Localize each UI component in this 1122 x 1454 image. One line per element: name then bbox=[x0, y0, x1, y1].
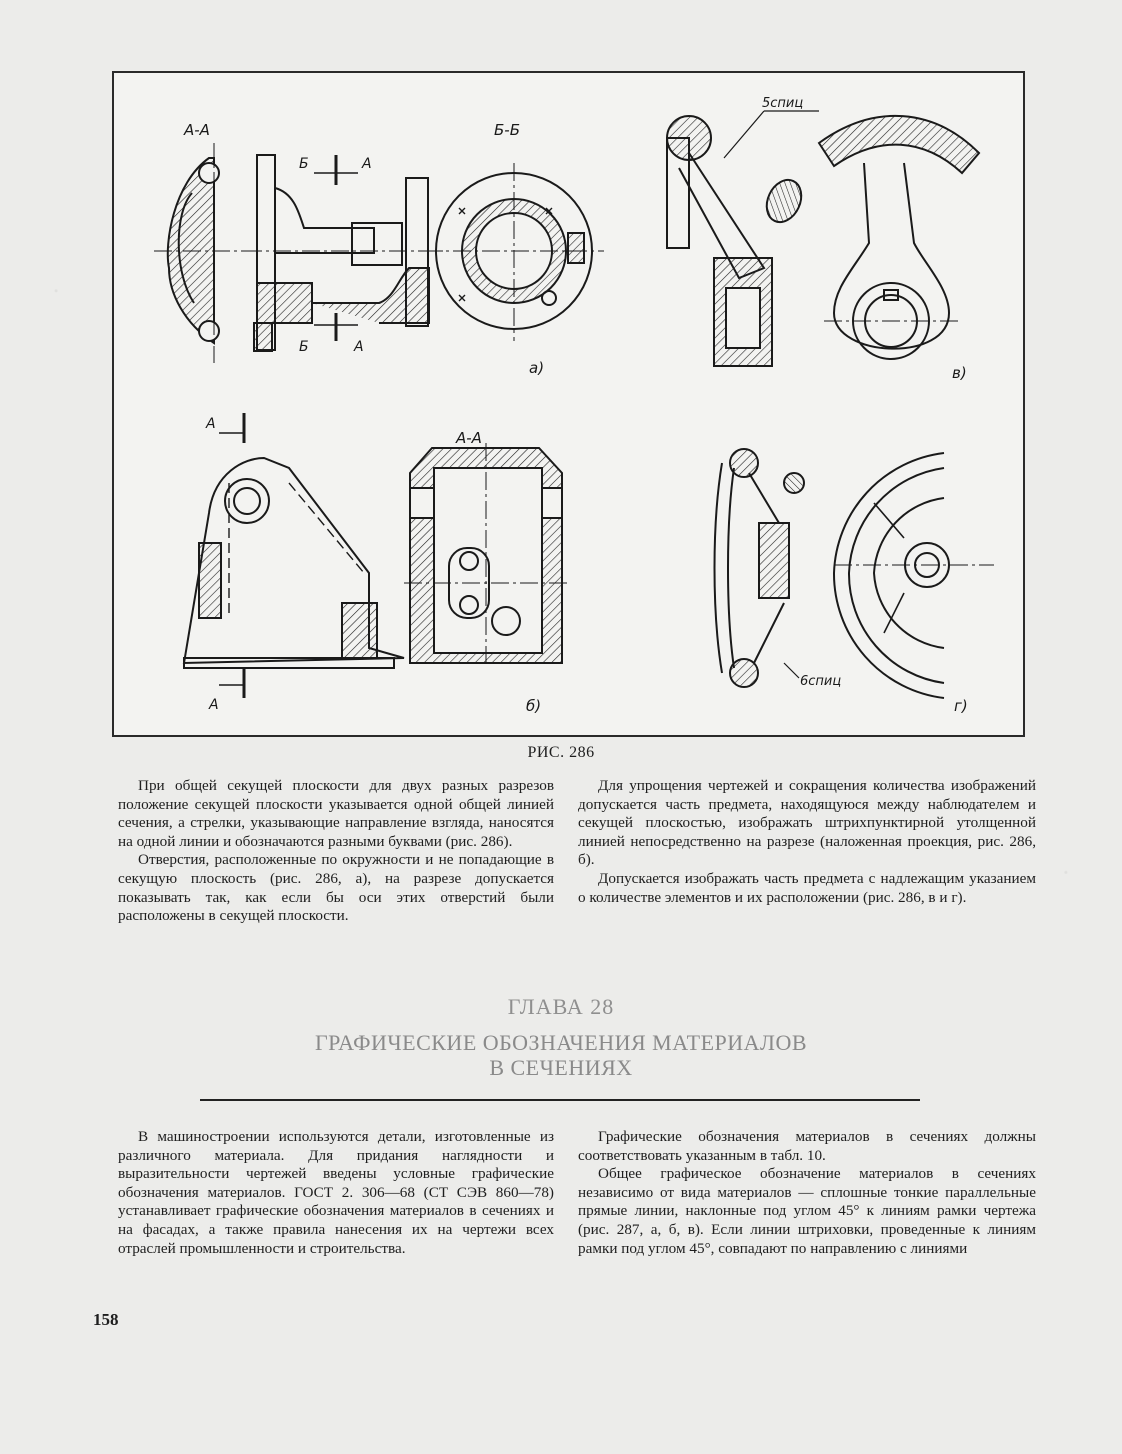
label-cut-b-top: Б bbox=[299, 156, 309, 172]
text-column-right-1 bbox=[578, 777, 1036, 907]
paragraph: Общее графическое обозначение материалов в сечениях независимо от вида материалов — сплошные тонкие параллельные прямые линии, наклонные под углом 45° к линиям рамки чертежа (рис. 287, а, б, в). Если линии штриховки, проведенные к линиям рамки под углом 45°, совпадают по направлению с линиями bbox=[578, 1165, 1036, 1257]
drawing-part-a bbox=[154, 143, 604, 363]
paragraph: Графические обозначения материалов в сечениях должны соответствовать указанным в табл. 10. bbox=[578, 1128, 1036, 1164]
drawing-part-b bbox=[184, 413, 569, 698]
text-column-left-2 bbox=[118, 1128, 554, 1258]
text-column-right-2 bbox=[578, 1128, 1036, 1258]
label-section-bb: Б-Б bbox=[494, 121, 520, 139]
paragraph: Для упрощения чертежей и сокращения количества изображений допускается часть предмета, находящуюся между наблюдателем и секущей плоскостью, изображать штрихпунктирной утолщенной линией непосредственно на разрезе (наложенная проекция, рис. 286, б). bbox=[578, 777, 1036, 869]
chapter-title-line-1: ГРАФИЧЕСКИЕ ОБОЗНАЧЕНИЯ МАТЕРИАЛОВ bbox=[314, 1030, 808, 1055]
figure-caption: РИС. 286 bbox=[527, 744, 595, 761]
chapter-title-line-2: В СЕЧЕНИЯХ bbox=[489, 1055, 633, 1080]
label-part-a: а) bbox=[529, 359, 545, 377]
label-part-v: в) bbox=[952, 364, 967, 382]
label-cut-a-bottom: А bbox=[354, 339, 364, 355]
drawing-part-v bbox=[667, 111, 979, 366]
label-cut-a-top: А bbox=[362, 156, 372, 172]
label-part-g: г) bbox=[954, 697, 968, 715]
label-section-aa-mid: А-А bbox=[456, 429, 482, 447]
chapter-number: ГЛАВА 28 bbox=[507, 994, 615, 1019]
chapter-title bbox=[0, 1030, 1122, 1080]
paragraph: Отверстия, расположенные по окружности и не попадающие в секущую плоскость (рис. 286, а), на разрезе допускается показывать так, как если бы оси этих отверстий были расположены в секущей плоскости. bbox=[118, 851, 554, 925]
drawing-part-g bbox=[715, 449, 995, 698]
label-spokes-6: 6спиц bbox=[800, 674, 842, 689]
label-cut-b-bottom: Б bbox=[299, 339, 309, 355]
figure-286 bbox=[112, 71, 1025, 737]
paragraph: Допускается изображать часть предмета с надлежащим указанием о количестве элементов и их расположении (рис. 286, в и г). bbox=[578, 869, 1036, 906]
page-number: 158 bbox=[93, 1310, 119, 1329]
text-column-left-1 bbox=[118, 777, 554, 926]
technical-drawing bbox=[114, 73, 1023, 735]
paragraph: При общей секущей плоскости для двух разных разрезов положение секущей плоскости указывается одной общей линией сечения, а стрелки, указывающие направление взгляда, наносятся на одной линии и обозначаются разными буквами (рис. 286). bbox=[118, 777, 554, 850]
label-section-aa-top: А-А bbox=[184, 121, 210, 139]
label-arrow-a-bottom: А bbox=[209, 697, 219, 713]
chapter-divider bbox=[200, 1099, 920, 1101]
label-arrow-a-top: А bbox=[206, 416, 216, 432]
label-spokes-5: 5спиц bbox=[762, 96, 804, 111]
label-part-b: б) bbox=[526, 697, 542, 715]
paragraph: В машиностроении используются детали, изготовленные из различного материала. Для придания наглядности и выразительности чертежей введены условные графические обозначения материалов. ГОСТ 2. 306—68 (СТ СЭВ 860—78) устанавливает графические обозначения материалов в сечениях и на фасадах, а также правила нанесения их на чертежи всех отраслей промышленности и строительства. bbox=[118, 1128, 554, 1257]
